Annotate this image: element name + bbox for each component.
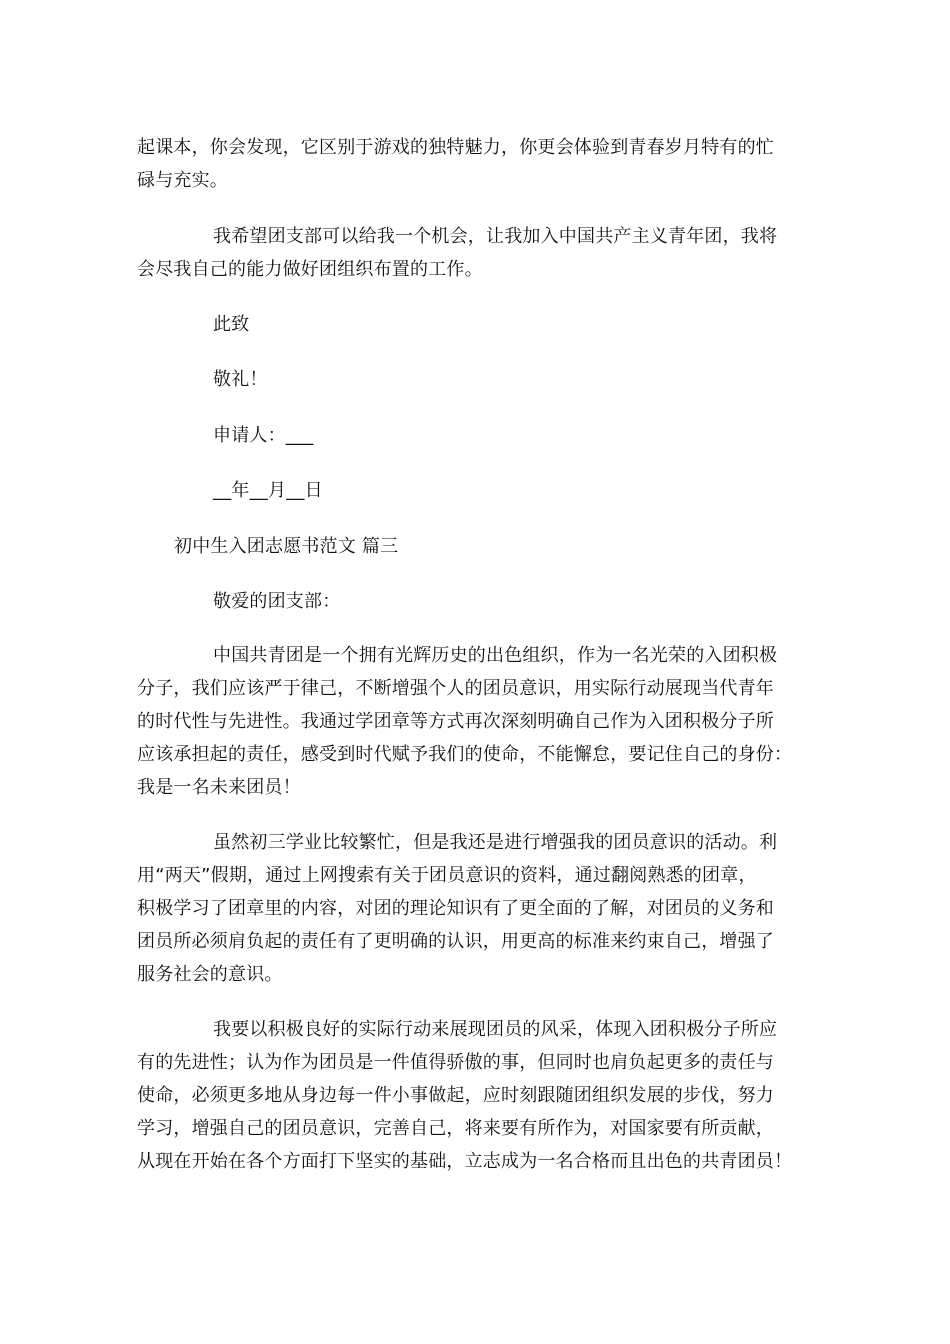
text-line: 碌与充实。 [137,170,228,191]
text-line: 申请人：___ [213,425,314,446]
greeting [137,585,821,618]
date-line [137,474,821,507]
text-line: 团员所必须肩负起的责任有了更明确的认识，用更高的标准来约束自己，增强了 [137,931,774,952]
text-line: 服务社会的意识。 [137,964,283,985]
text-line: 起课本，你会发现，它区别于游戏的独特魅力，你更会体验到青春岁月特有的忙 [137,137,774,158]
text-line: 使命，必须更多地从身边每一件小事做起，应时刻跟随团组织发展的步伐，努力 [137,1085,774,1106]
paragraph-body-1 [137,639,821,804]
paragraph-intro-continuation [137,131,821,197]
paragraph-body-3 [137,1013,821,1178]
section-title [174,530,858,563]
text-line: 用“两天”假期，通过上网搜索有关于团员意识的资料，通过翻阅熟悉的团章， [137,865,757,886]
text-line: 初中生入团志愿书范文 篇三 [174,536,399,557]
text-line: 我是一名未来团员！ [137,777,301,798]
text-line: 应该承担起的责任，感受到时代赋予我们的使命，不能懈怠，要记住自己的身份： [137,744,793,765]
text-line: 会尽我自己的能力做好团组织布置的工作。 [137,259,483,280]
text-line: 我要以积极良好的实际行动来展现团员的风采，体现入团积极分子所应 [213,1019,778,1040]
paragraph-request [137,220,821,286]
text-line: 中国共青团是一个拥有光辉历史的出色组织，作为一名光荣的入团积极 [213,645,778,666]
text-line: 的时代性与先进性。我通过学团章等方式再次深刻明确自己作为入团积极分子所 [137,711,774,732]
salutation [137,363,821,396]
paragraph-body-2 [137,826,821,991]
text-line: 我希望团支部可以给我一个机会，让我加入中国共产主义青年团，我将 [213,226,778,247]
text-line: 敬爱的团支部： [213,591,341,612]
text-line: 此致 [213,314,250,335]
text-line: 学习，增强自己的团员意识，完善自己，将来要有所作为，对国家要有所贡献， [137,1118,774,1139]
closing-phrase [137,308,821,341]
text-line: 分子，我们应该严于律己，不断增强个人的团员意识，用实际行动展现当代青年 [137,678,774,699]
text-line: __年__月__日 [213,480,323,501]
applicant-line [137,419,821,452]
text-line: 敬礼！ [213,369,268,390]
text-line: 虽然初三学业比较繁忙，但是我还是进行增强我的团员意识的活动。利 [213,832,778,853]
text-line: 有的先进性；认为作为团员是一件值得骄傲的事，但同时也肩负起更多的责任与 [137,1052,774,1073]
text-line: 从现在开始在各个方面打下坚实的基础，立志成为一名合格而且出色的共青团员！ [137,1151,793,1172]
text-line: 积极学习了团章里的内容，对团的理论知识有了更全面的了解，对团员的义务和 [137,898,774,919]
